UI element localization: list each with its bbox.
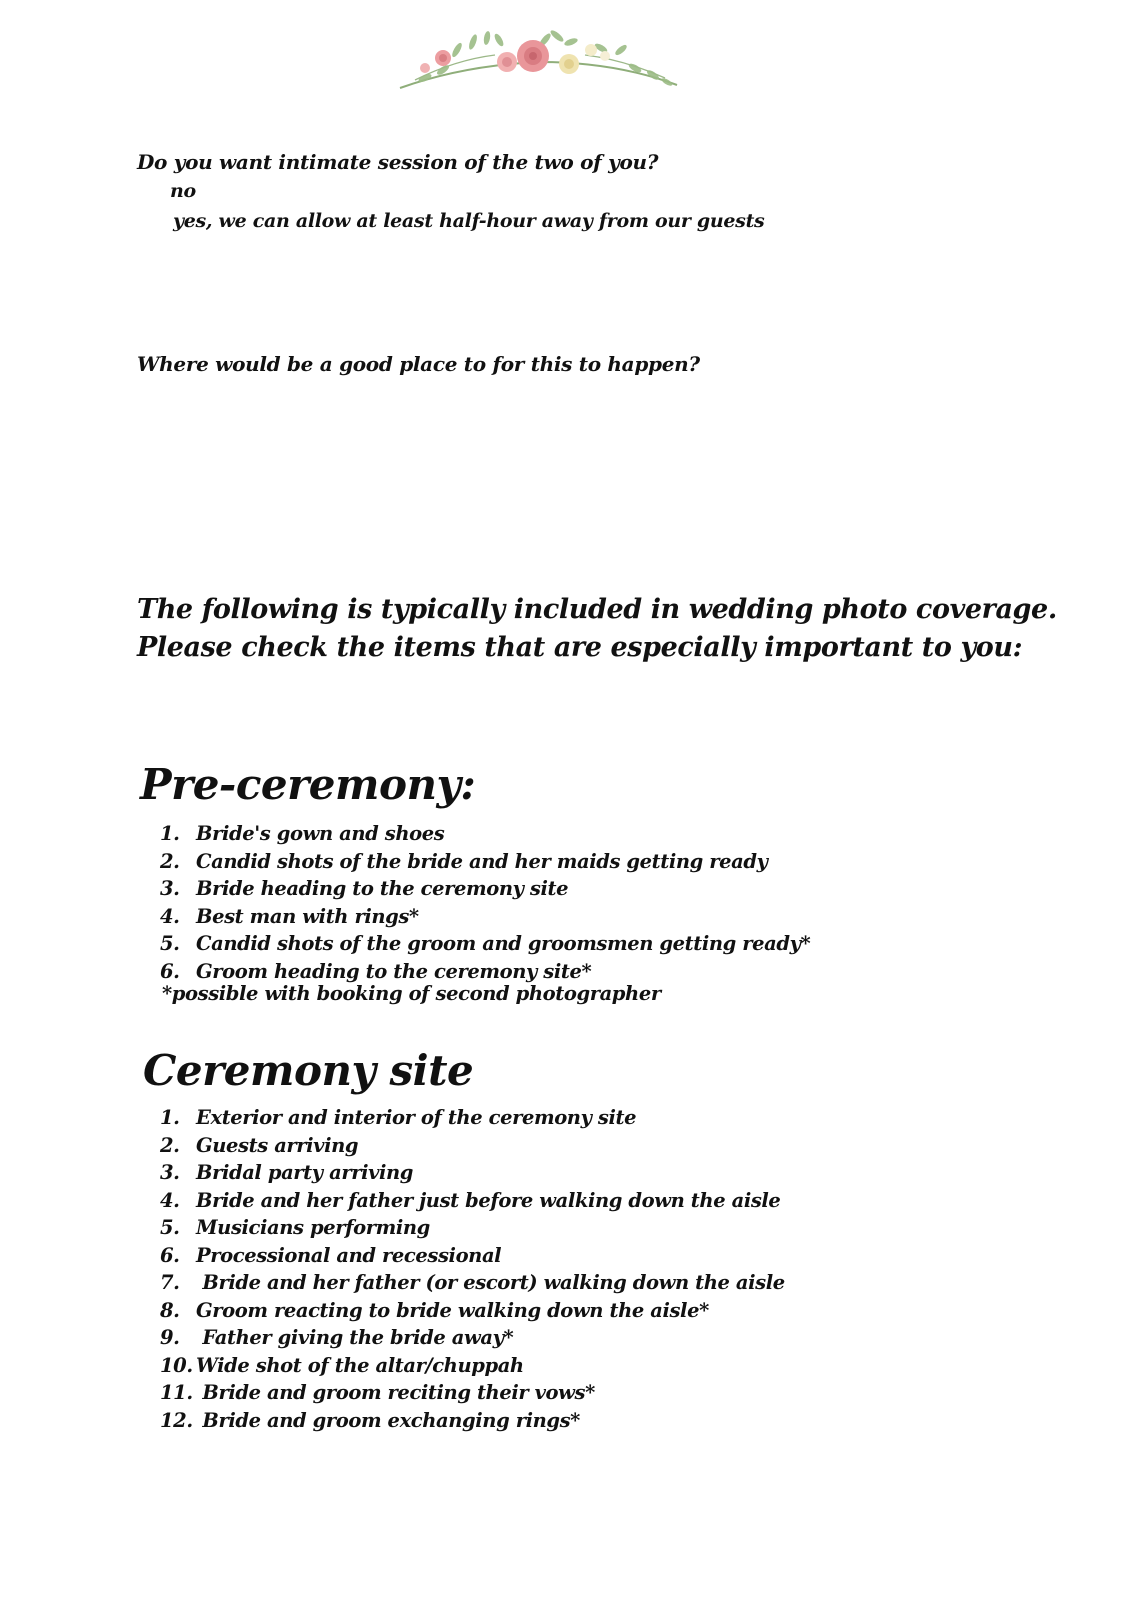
list-item[interactable] — [160, 1269, 785, 1297]
item-text: Bride and groom reciting their vows* — [196, 1381, 595, 1404]
item-text: Bride and her father (or escort) walking down the aisle — [196, 1271, 785, 1294]
item-number: 6. — [160, 959, 180, 983]
item-number: 2. — [160, 1133, 180, 1157]
item-number: 5. — [160, 932, 180, 955]
list-item[interactable] — [160, 958, 810, 986]
item-text: Candid shots of the bride and her maids getting ready — [196, 849, 768, 873]
ceremony-site-list — [160, 1104, 785, 1434]
item-number: 11. — [160, 1381, 193, 1404]
item-number: 12. — [160, 1408, 193, 1432]
item-text: Guests arriving — [196, 1133, 359, 1157]
section-title-ceremony-site: Ceremony site — [143, 1046, 474, 1095]
item-text: Bride's gown and shoes — [196, 822, 445, 845]
list-item[interactable] — [160, 1324, 785, 1352]
list-item[interactable] — [160, 1352, 785, 1380]
list-item[interactable] — [160, 848, 810, 876]
item-text: Candid shots of the groom and groomsmen getting ready* — [196, 932, 811, 955]
item-number: 6. — [160, 1243, 180, 1267]
item-text: Father giving the bride away* — [196, 1326, 514, 1349]
item-number: 3. — [160, 1161, 180, 1184]
item-number: 7. — [160, 1271, 180, 1294]
list-item[interactable] — [160, 903, 810, 931]
question-intimate-session: Do you want intimate session of the two of you? — [137, 150, 659, 174]
item-text: Bride and her father just before walking down the aisle — [196, 1188, 781, 1212]
pre-ceremony-list — [160, 820, 810, 985]
floral-header-decoration — [395, 20, 685, 95]
item-number: 4. — [160, 904, 180, 928]
list-item[interactable] — [160, 1214, 785, 1242]
item-text: Bride heading to the ceremony site — [196, 877, 569, 900]
list-item[interactable] — [160, 875, 810, 903]
option-yes[interactable]: yes, we can allow at least half-hour away from our guests — [173, 210, 765, 232]
item-text: Bridal party arriving — [196, 1161, 414, 1184]
item-text: Groom reacting to bride walking down the aisle* — [196, 1298, 709, 1322]
list-item[interactable] — [160, 1379, 785, 1407]
item-text: Exterior and interior of the ceremony site — [196, 1106, 637, 1129]
item-text: Best man with rings* — [196, 904, 419, 928]
intro-line-2: Please check the items that are especially important to you: — [137, 632, 1023, 663]
item-number: 3. — [160, 877, 180, 900]
item-text: Wide shot of the altar/chuppah — [196, 1353, 524, 1377]
item-number: 10. — [160, 1353, 193, 1377]
option-no[interactable]: no — [170, 180, 196, 202]
item-number: 9. — [160, 1326, 180, 1349]
item-number: 5. — [160, 1216, 180, 1239]
list-item[interactable] — [160, 1242, 785, 1270]
item-text: Groom heading to the ceremony site* — [196, 959, 592, 983]
intro-line-1: The following is typically included in wedding photo coverage. — [137, 594, 1057, 625]
item-text: Musicians performing — [196, 1216, 430, 1239]
list-item[interactable] — [160, 1297, 785, 1325]
item-number: 1. — [160, 1106, 180, 1129]
list-item[interactable] — [160, 1104, 785, 1132]
list-item[interactable] — [160, 1159, 785, 1187]
list-item[interactable] — [160, 1132, 785, 1160]
list-item[interactable] — [160, 1407, 785, 1435]
item-number: 1. — [160, 822, 180, 845]
item-text: Bride and groom exchanging rings* — [196, 1408, 580, 1432]
item-number: 2. — [160, 849, 180, 873]
list-item[interactable] — [160, 1187, 785, 1215]
list-item[interactable] — [160, 820, 810, 848]
section-title-pre-ceremony: Pre-ceremony: — [140, 760, 476, 809]
item-text: Processional and recessional — [196, 1243, 502, 1267]
question-session-location: Where would be a good place to for this to happen? — [137, 352, 700, 376]
item-number: 4. — [160, 1188, 180, 1212]
item-number: 8. — [160, 1298, 180, 1322]
second-photographer-note: *possible with booking of second photographer — [162, 982, 661, 1005]
list-item[interactable] — [160, 930, 810, 958]
